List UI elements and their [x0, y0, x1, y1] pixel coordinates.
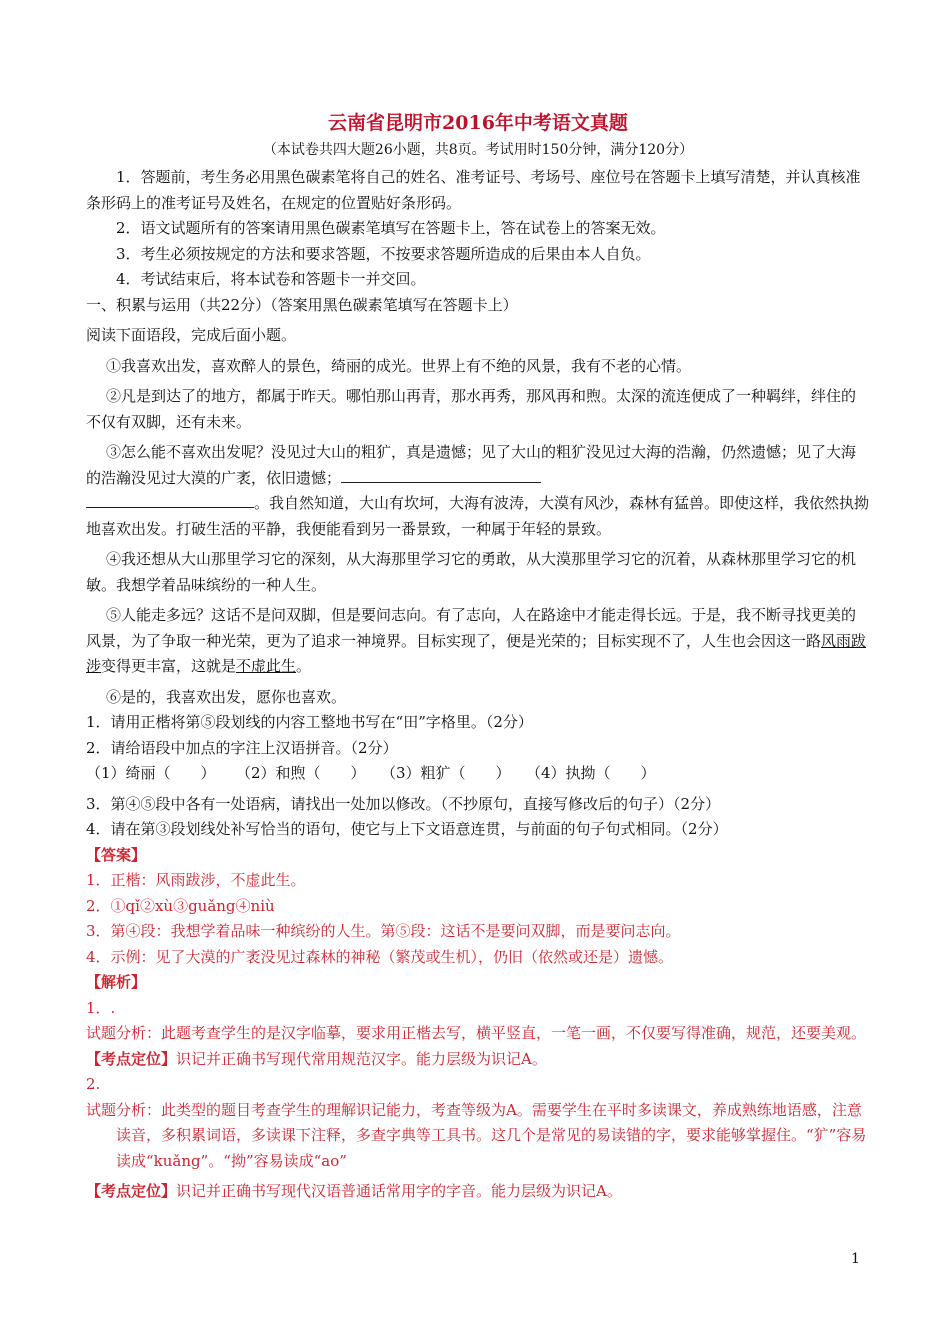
document-page — [86, 108, 870, 1205]
paragraph-5-part-b: 变得更丰富，这就是 — [101, 657, 237, 675]
answer-1: 1．正楷：风雨跋涉，不虚此生。 — [86, 871, 306, 889]
fill-blank-line-2 — [86, 491, 254, 508]
analysis-number-2: 2. — [86, 1075, 101, 1093]
exam-subtitle: （本试卷共四大题26小题，共8页。考试用时150分钟，满分120分） — [262, 142, 694, 158]
key-point-label-2: 【考点定位】 — [86, 1182, 177, 1200]
page-title: 云南省昆明市2016年中考语文真题 — [328, 112, 628, 134]
paragraph-4: ④我还想从大山那里学习它的深刻，从大海那里学习它的勇敢，从大漠那里学习它的沉着，从森林那里学习它的机敏。我想学着品味缤纷的一种人生。 — [86, 550, 857, 594]
analysis-heading: 【解析】 — [86, 973, 147, 991]
analysis-text-1: 试题分析：此题考查学生的是汉字临摹，要求用正楷去写，横平竖直，一笔一画，不仅要写得准确，规范，还要美观。 — [86, 1024, 867, 1042]
paragraph-5-part-a: ⑤人能走多远？这话不是问双脚，但是要问志向。有了志向，人在路途中才能走得长远。于是，我不断寻找更美的风景，为了争取一种光荣，更为了追求一神境界。目标实现了，便是光荣的；目标实现不了，人生也会因这一路 — [86, 606, 857, 650]
pinyin-option-1: （1）绮丽（ ） — [86, 764, 216, 782]
instruction-3: 3．考生必须按规定的方法和要求答题，不按要求答题所造成的后果由本人自负。 — [116, 244, 651, 263]
pinyin-option-4: （4）执拗（ ） — [526, 764, 656, 782]
key-point-2 — [86, 1179, 870, 1205]
pinyin-option-2: （2）和煦（ ） — [236, 764, 366, 782]
pinyin-option-3: （3）粗犷（ ） — [381, 764, 511, 782]
reading-intro: 阅读下面语段，完成后面小题。 — [86, 326, 297, 344]
paragraph-6: ⑥是的，我喜欢出发，愿你也喜欢。 — [106, 687, 347, 706]
key-point-text-2: 识记并正确书写现代汉语普通话常用字的字音。能力层级为识记A。 — [176, 1182, 622, 1200]
paragraph-5 — [86, 603, 870, 680]
instruction-1: 1．答题前，考生务必用黑色碳素笔将自己的姓名、准考证号、考场号、座位号在答题卡上填写清楚，并认真核准条形码上的准考证号及姓名，在规定的位置贴好条形码。 — [86, 168, 861, 212]
paragraph-2: ②凡是到达了的地方，都属于昨天。哪怕那山再青，那水再秀，那风再和煦。太深的流连便成了一种羁绊，绊住的不仅有双脚，还有未来。 — [86, 387, 857, 431]
analysis-number-1: 1．. — [86, 998, 116, 1017]
instruction-2: 2．语文试题所有的答案请用黑色碳素笔填写在答题卡上，答在试卷上的答案无效。 — [116, 219, 666, 237]
paragraph-3-part-b: 。我自然知道，大山有坎坷，大海有波涛，大漠有风沙，森林有猛兽。即使这样，我依然执拗地喜欢出发。打破生活的平静，我便能看到另一番景致，一种属于年轻的景致。 — [86, 494, 870, 538]
question-4: 4．请在第③段划线处补写恰当的语句，使它与上下文语意连贯，与前面的句子句式相同。（2分） — [86, 820, 728, 838]
page-number: 1 — [851, 1251, 860, 1267]
question-2: 2．请给语段中加点的字注上汉语拼音。（2分） — [86, 738, 398, 757]
answer-4: 4．示例：见了大漠的广袤没见过森林的神秘（繁茂或生机），仍旧（依然或还是）遗憾。 — [86, 947, 674, 966]
fill-blank-line-1 — [341, 466, 541, 483]
key-point-label-1: 【考点定位】 — [86, 1049, 177, 1068]
paragraph-5-part-c: 。 — [296, 657, 312, 675]
answer-2: 2．①qǐ②xù③guǎng④niù — [86, 896, 275, 915]
question-1: 1．请用正楷将第⑤段划线的内容工整地书写在“田”字格里。（2分） — [86, 713, 533, 731]
section-heading: 一、积累与运用（共22分）（答案用黑色碳素笔填写在答题卡上） — [86, 295, 518, 314]
answer-3: 3．第④段：我想学着品味一种缤纷的人生。第⑤段：这话不是要问双脚，而是要问志向。 — [86, 922, 681, 940]
answer-heading: 【答案】 — [86, 845, 147, 864]
key-point-text-1: 识记并正确书写现代常用规范汉字。能力层级为识记A。 — [176, 1049, 547, 1068]
key-point-1 — [86, 1047, 870, 1073]
question-3: 3．第④⑤段中各有一处语病，请找出一处加以修改。（不抄原句，直接写修改后的句子）（2分） — [86, 794, 721, 813]
underlined-phrase-2: 不虚此生 — [236, 657, 297, 675]
paragraph-1: ①我喜欢出发，喜欢醉人的景色，绮丽的成光。世界上有不绝的风景，我有不老的心情。 — [106, 356, 692, 375]
paragraph-3-part-a: ③怎么能不喜欢出发呢？没见过大山的粗犷，真是遗憾；见了大山的粗犷没见过大海的浩瀚，仍然遗憾；见了大海的浩瀚没见过大漠的广袤，依旧遗憾； — [86, 443, 857, 487]
instruction-4: 4．考试结束后，将本试卷和答题卡一并交回。 — [116, 270, 426, 288]
analysis-text-2: 试题分析：此类型的题目考查学生的理解识记能力，考查等级为A。需要学生在平时多读课文，养成熟练地语感，注意读音，多积累词语，多读课下注释，多查字典等工具书。这几个是常见的易读错的字，要求能够掌握住。“犷”容易读成“kuǎng”。“拗”容易读成“ao” — [86, 1100, 867, 1170]
paragraph-3 — [86, 440, 870, 542]
question-2-options — [86, 761, 870, 787]
underlined-phrase-1: 风雨跋涉 — [86, 631, 867, 675]
